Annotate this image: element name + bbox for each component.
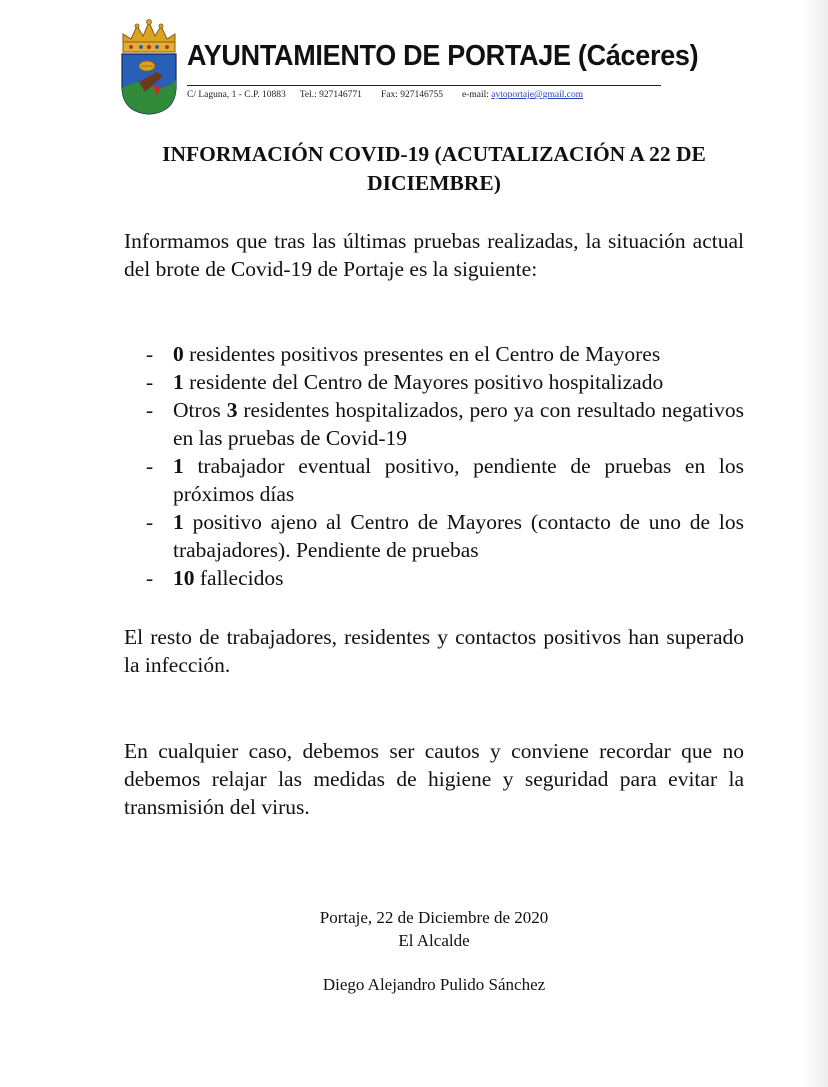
list-item (124, 564, 744, 592)
signature-role: El Alcalde (398, 931, 470, 950)
municipal-coat-of-arms-icon (117, 16, 181, 116)
item-count: 1 (173, 510, 184, 534)
header-divider (187, 85, 661, 86)
list-dash: - (146, 398, 154, 422)
item-prefix: Otros (173, 398, 227, 422)
contact-line (187, 90, 583, 100)
document-title: INFORMACIÓN COVID-19 (ACUTALIZACIÓN A 22 DE DICIEMBRE) (162, 142, 706, 195)
intro-paragraph: Informamos que tras las últimas pruebas realizadas, la situación actual del brote de Covid-19 de Portaje es la siguiente: (124, 229, 744, 281)
list-item (124, 508, 744, 564)
list-item (124, 452, 744, 508)
organization-name: AYUNTAMIENTO DE PORTAJE (Cáceres) (187, 40, 699, 72)
item-text: positivo ajeno al Centro de Mayores (contacto de uno de los trabajadores). Pendiente de pruebas (173, 510, 744, 562)
list-item (124, 368, 744, 396)
list-item (124, 340, 744, 368)
item-count: 1 (173, 454, 184, 478)
item-text: residentes positivos presentes en el Centro de Mayores (183, 342, 661, 366)
item-text: residentes hospitalizados, pero ya con resultado negativos en las pruebas de Covid-19 (173, 398, 744, 450)
list-item (124, 396, 744, 452)
fax-text: Fax: 927146755 (380, 90, 443, 100)
email-label: e-mail: (461, 90, 489, 100)
caution-paragraph: En cualquier caso, debemos ser cautos y conviene recordar que no debemos relajar las medidas de higiene y seguridad para evitar la transmisión del virus. (124, 739, 744, 819)
list-dash: - (146, 566, 154, 590)
list-dash: - (146, 454, 154, 478)
recovery-paragraph: El resto de trabajadores, residentes y contactos positivos han superado la infección. (124, 625, 744, 677)
signature-name: Diego Alejandro Pulido Sánchez (322, 975, 546, 994)
item-count: 1 (173, 370, 184, 394)
phone-text: Tel.: 927146771 (299, 90, 362, 100)
item-text: fallecidos (194, 566, 284, 590)
status-list (124, 340, 744, 592)
item-count: 3 (226, 398, 238, 422)
item-count: 10 (173, 566, 195, 590)
item-count: 0 (173, 342, 184, 366)
list-dash: - (146, 370, 154, 394)
email-link[interactable]: aytoportaje@gmail.com (491, 90, 584, 100)
signature-place-date: Portaje, 22 de Diciembre de 2020 (319, 908, 549, 927)
address-text: C/ Laguna, 1 - C.P. 10883 (187, 90, 286, 100)
item-text: trabajador eventual positivo, pendiente de pruebas en los próximos días (173, 454, 744, 506)
list-dash: - (146, 510, 154, 534)
item-text: residente del Centro de Mayores positivo hospitalizado (183, 370, 664, 394)
list-dash: - (146, 342, 154, 366)
